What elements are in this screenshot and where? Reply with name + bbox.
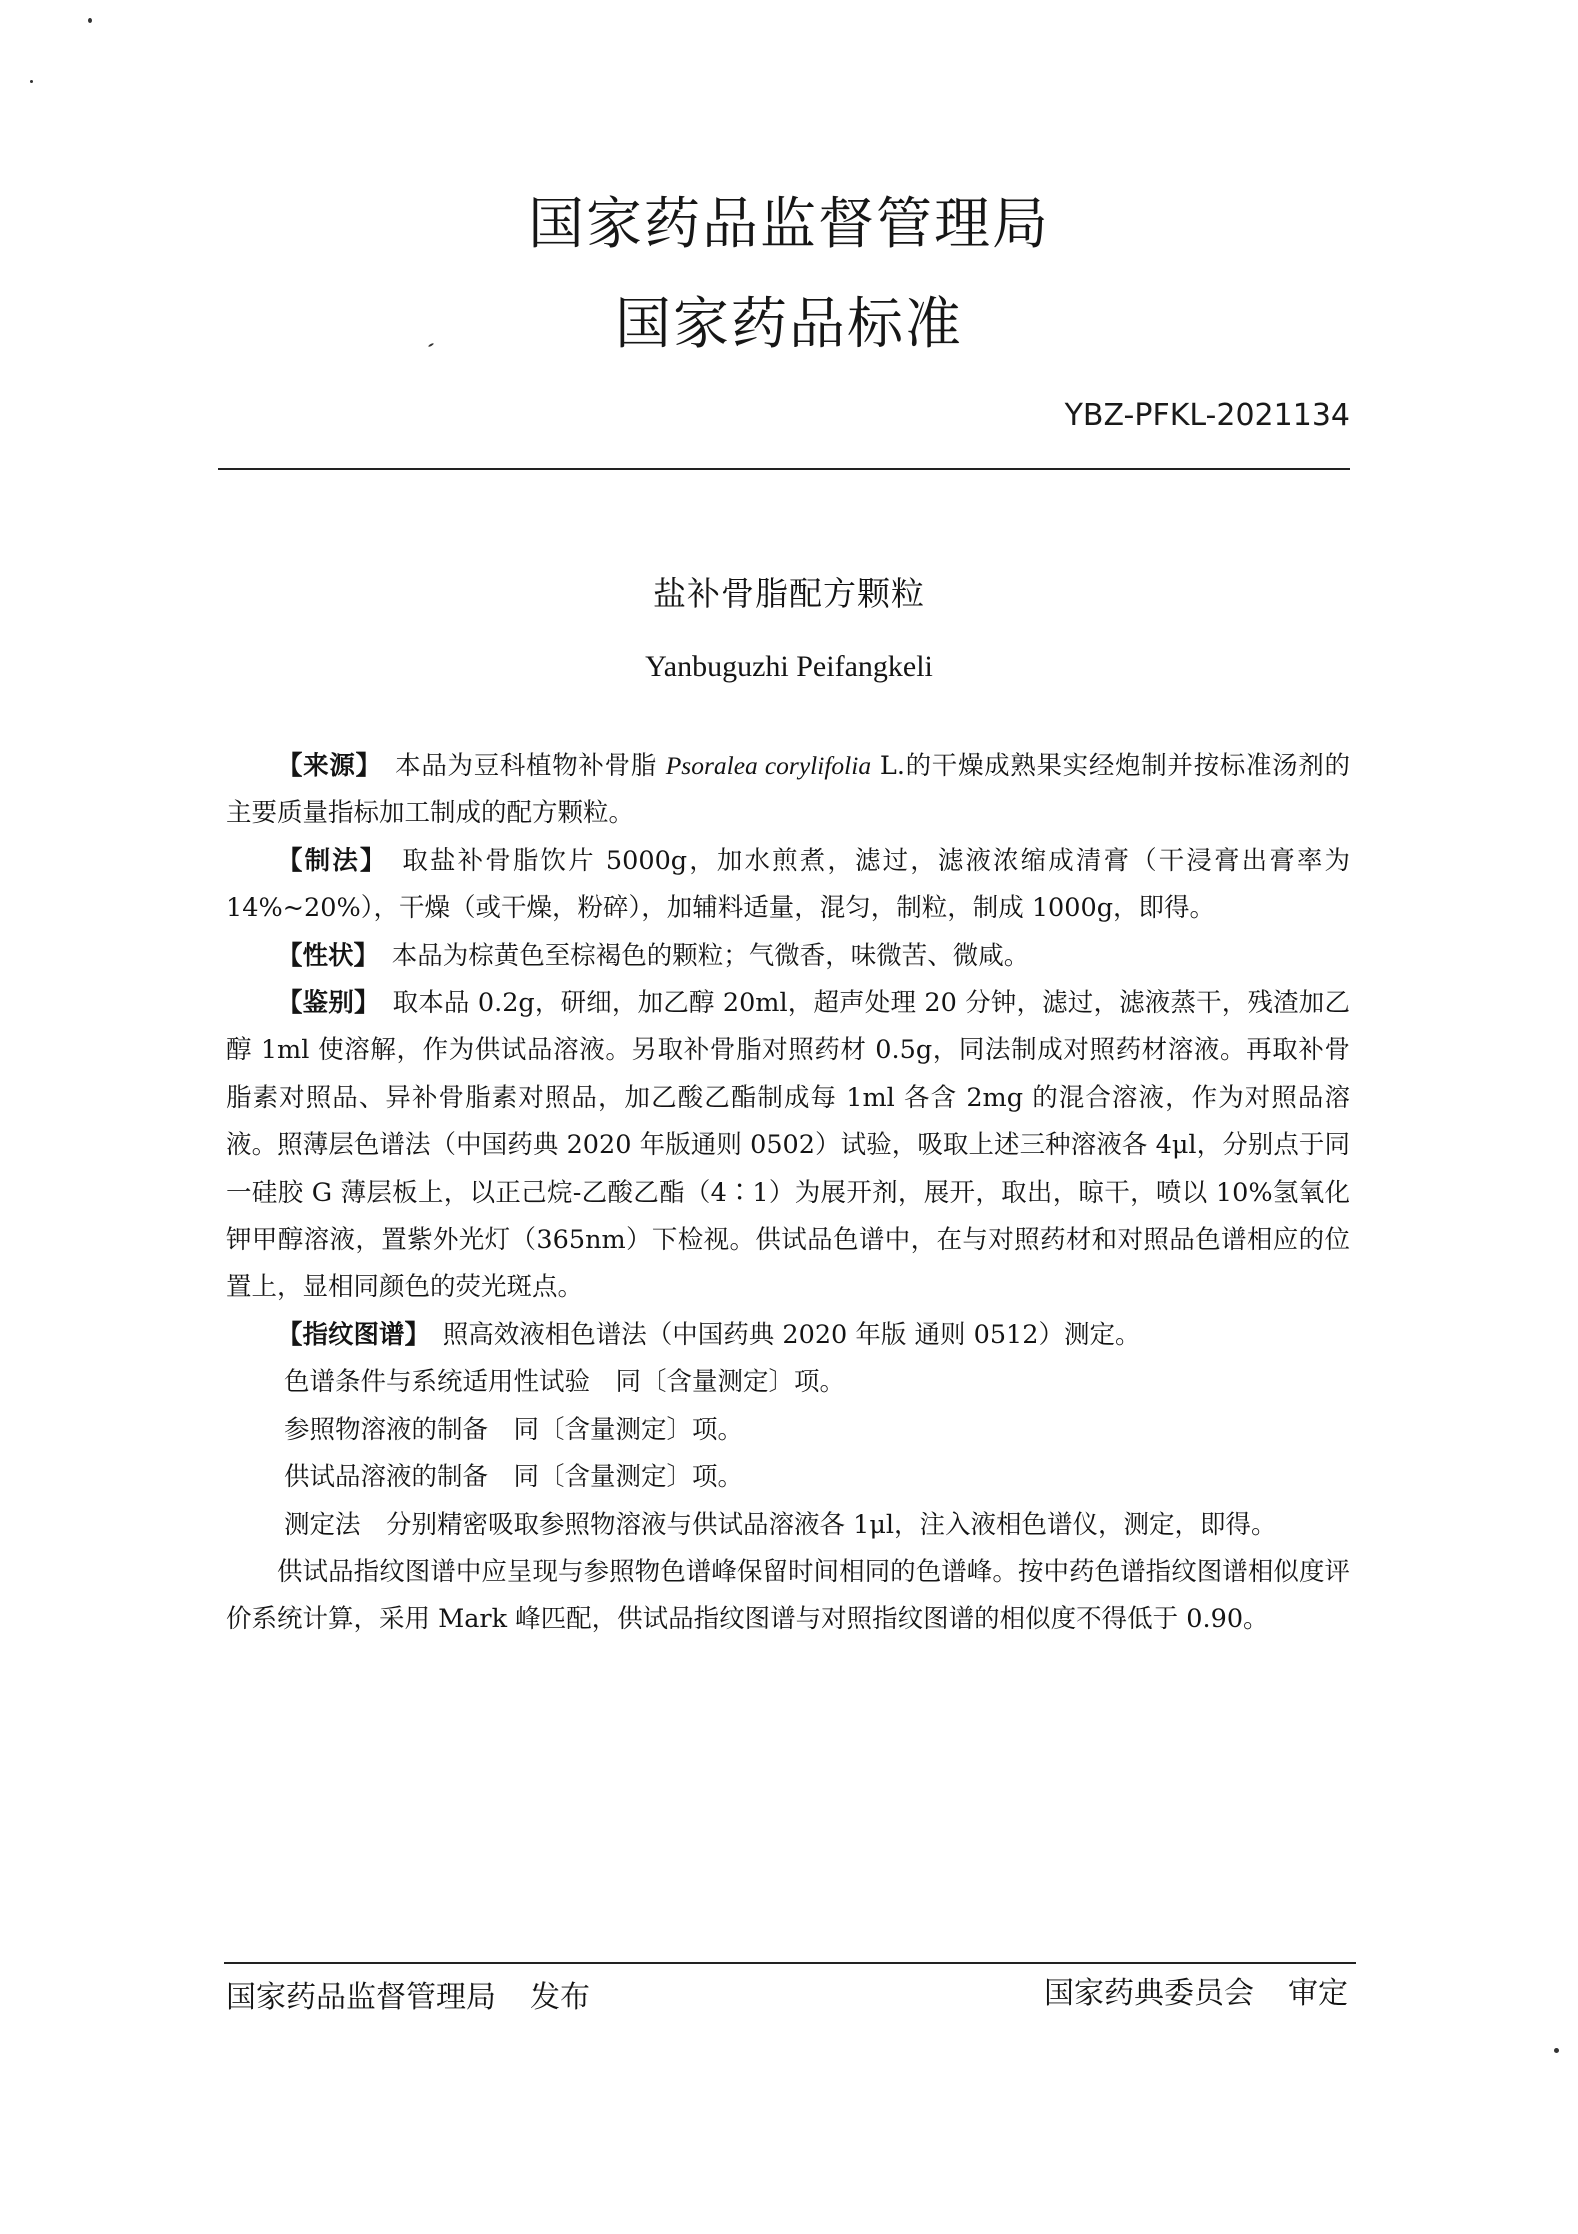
reviewer-name: 国家药典委员会 bbox=[1044, 1976, 1254, 2011]
method-label: 【制法】 bbox=[277, 845, 375, 876]
fingerprint-line: 参照物溶液的制备 同〔含量测定〕项。 bbox=[284, 1414, 744, 1445]
identification-text: 取本品 0.2g，研细，加乙醇 20ml，超声处理 20 分钟，滤过，滤液蒸干，残渣加乙醇 1ml 使溶解，作为供试品溶液。另取补骨脂对照药材 0.5g，同法制成对照药材溶液。再取补骨脂素对照品、异补骨脂素对照品，加乙酸乙酯制成每 1ml 各含 2mg 的混合溶液，作为对照品溶液。照薄层色谱法（中国药典 2020 年版通则 0502）试验，吸取上述三种溶液各 4μl，分别点于同一硅胶 G 薄层板上，以正己烷-乙酸乙酯（4∶1）为展开剂，展开，取出，晾干，喷以 10%氢氧化钾甲醇溶液，置紫外光灯（365nm）下检视。供试品色谱中，在与对照药材和对照品色谱相应的位置上，显相同颜色的荧光斑点。 bbox=[226, 988, 1350, 1303]
source-section bbox=[226, 742, 1350, 838]
identification-section bbox=[226, 980, 1350, 1312]
document-body bbox=[226, 742, 1350, 1644]
scan-speck bbox=[88, 18, 92, 23]
footer-publisher bbox=[226, 1972, 590, 2016]
source-latin-name: Psoralea corylifolia bbox=[665, 751, 872, 780]
character-section bbox=[226, 933, 1350, 980]
agency-heading: 国家药品监督管理局 bbox=[528, 192, 1050, 257]
method-section bbox=[226, 838, 1350, 933]
document-title: 盐补骨脂配方颗粒 bbox=[653, 574, 925, 613]
fingerprint-section bbox=[226, 1312, 1350, 1359]
standard-code: YBZ-PFKL-2021134 bbox=[1064, 398, 1350, 433]
fingerprint-label: 【指纹图谱】 bbox=[277, 1319, 418, 1350]
source-text-b: L.的干燥成熟果实经炮制并按标准汤剂的主要质量指标加工制成的配方颗粒。 bbox=[226, 751, 1350, 829]
character-label: 【性状】 bbox=[277, 940, 367, 971]
review-action: 审定 bbox=[1288, 1976, 1348, 2011]
footer-divider bbox=[224, 1962, 1356, 1964]
identification-label: 【鉴别】 bbox=[277, 988, 367, 1019]
fingerprint-conclusion: 供试品指纹图谱中应呈现与参照物色谱峰保留时间相同的色谱峰。按中药色谱指纹图谱相似度评价系统计算，采用 Mark 峰匹配，供试品指纹图谱与对照指纹图谱的相似度不得低于 0.90。 bbox=[226, 1556, 1350, 1635]
publisher-name: 国家药品监督管理局 bbox=[226, 1980, 496, 2015]
method-text: 取盐补骨脂饮片 5000g，加水煎煮，滤过，滤液浓缩成清膏（干浸膏出膏率为 14%~20%），干燥（或干燥，粉碎），加辅料适量，混匀，制粒，制成 1000g，即得。 bbox=[226, 845, 1350, 924]
fingerprint-line: 色谱条件与系统适用性试验 同〔含量测定〕项。 bbox=[284, 1367, 846, 1398]
scan-speck bbox=[1554, 2048, 1559, 2053]
standard-heading: 国家药品标准 bbox=[615, 292, 963, 357]
fingerprint-line: 测定法 分别精密吸取参照物溶液与供试品溶液各 1μl，注入液相色谱仪，测定，即得。 bbox=[284, 1509, 1277, 1540]
footer-reviewer bbox=[1044, 1968, 1348, 2012]
source-text-a: 本品为豆科植物补骨脂 bbox=[395, 751, 666, 781]
publish-action: 发布 bbox=[530, 1980, 590, 2015]
scan-speck bbox=[30, 80, 33, 83]
fingerprint-line: 供试品溶液的制备 同〔含量测定〕项。 bbox=[284, 1462, 744, 1493]
source-label: 【来源】 bbox=[277, 751, 369, 781]
character-text: 本品为棕黄色至棕褐色的颗粒；气微香，味微苦、微咸。 bbox=[391, 940, 1030, 971]
document-title-pinyin: Yanbuguzhi Peifangkeli bbox=[645, 650, 933, 683]
fingerprint-text: 照高效液相色谱法（中国药典 2020 年版 通则 0512）测定。 bbox=[442, 1319, 1141, 1350]
header-divider bbox=[218, 468, 1350, 470]
